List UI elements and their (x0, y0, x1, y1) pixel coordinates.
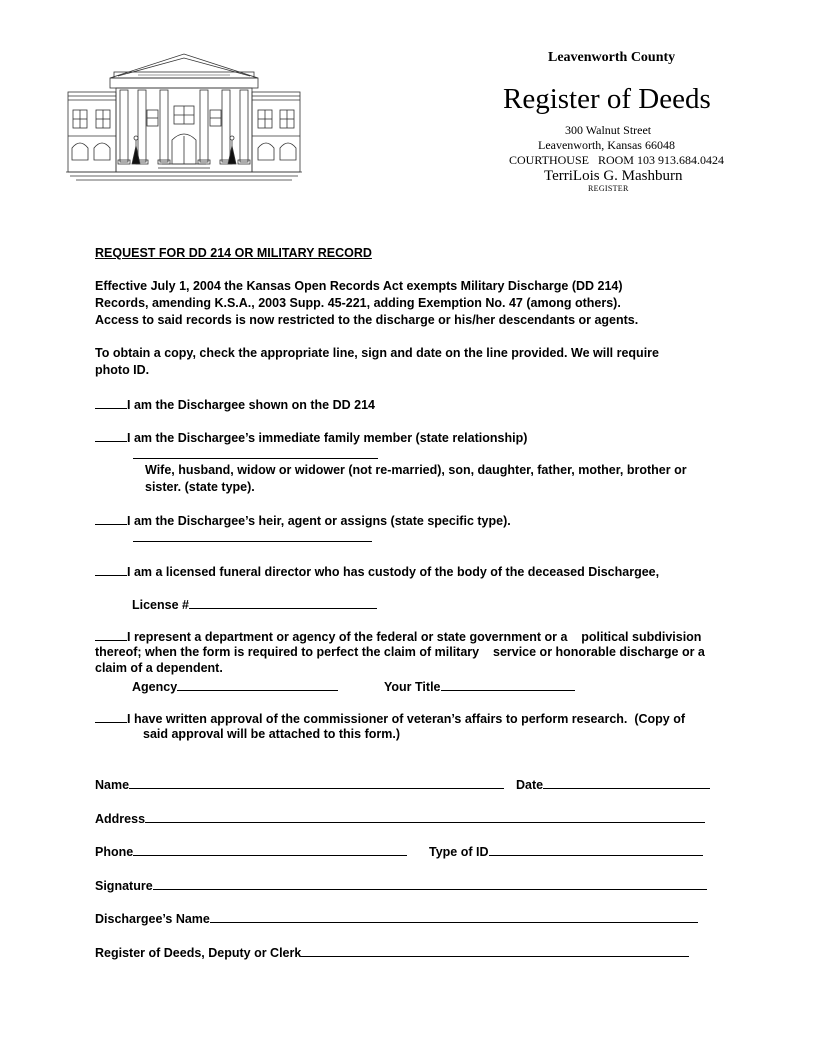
county-name: Leavenworth County (548, 50, 676, 65)
option-agency-line-2: thereof; when the form is required to perfect the claim of military service or honorable discharge or a (95, 645, 705, 659)
option-heir (95, 512, 511, 528)
register-name: TerriLois G. Mashburn (544, 168, 683, 184)
signature-input-line[interactable] (153, 877, 707, 890)
address-input-line[interactable] (145, 810, 705, 823)
id-type-field (429, 843, 703, 859)
option-discharge-label: I am the Dischargee shown on the DD 214 (127, 398, 375, 412)
address-label: Address (95, 812, 146, 826)
your-title-field (384, 678, 575, 694)
check-line-approval[interactable] (95, 710, 127, 723)
intro-line: Access to said records is now restricted to the discharge or his/her descendants or agents. (95, 313, 639, 327)
instruction-line: To obtain a copy, check the appropriate line, sign and date on the line provided. We will require (95, 346, 659, 360)
address-field (95, 810, 705, 826)
intro-paragraph (95, 278, 638, 329)
option-funeral-label: I am a licensed funeral director who has custody of the body of the deceased Dischargee, (127, 565, 660, 579)
family-note (145, 462, 687, 496)
signature-label: Signature (95, 879, 153, 893)
relationship-line[interactable] (133, 458, 378, 459)
courthouse-illustration (66, 52, 302, 186)
license-label: License # (132, 598, 189, 612)
clerk-label: Register of Deeds, Deputy or Clerk (95, 946, 302, 960)
date-input-line[interactable] (543, 776, 710, 789)
intro-line: Records, amending K.S.A., 2003 Supp. 45-221, adding Exemption No. 47 (among others). (95, 296, 621, 310)
id-type-input-line[interactable] (489, 843, 703, 856)
your-title-label: Your Title (384, 680, 441, 694)
phone-label: Phone (95, 845, 134, 859)
your-title-input-line[interactable] (441, 678, 575, 691)
intro-line: Effective July 1, 2004 the Kansas Open Records Act exempts Military Discharge (DD 214) (95, 279, 623, 293)
clerk-input-line[interactable] (301, 944, 689, 957)
check-line-funeral[interactable] (95, 563, 127, 576)
room-phone: COURTHOUSE ROOM 103 913.684.0424 (509, 153, 724, 167)
option-agency (95, 628, 701, 644)
name-input-line[interactable] (129, 776, 504, 789)
option-discharge (95, 396, 375, 412)
city-state-zip: Leavenworth, Kansas 66048 (538, 138, 675, 152)
dischargee-name-label: Dischargee’s Name (95, 912, 210, 926)
option-agency-label: I represent a department or agency of the federal or state government or a political subdivision (127, 630, 702, 644)
check-line-heir[interactable] (95, 512, 127, 525)
clerk-field (95, 944, 689, 960)
office-title: Register of Deeds (503, 83, 711, 115)
license-field (132, 596, 377, 612)
dischargee-name-input-line[interactable] (210, 910, 698, 923)
date-field (516, 776, 710, 792)
option-approval-label: I have written approval of the commissioner of veteran’s affairs to perform research. (Copy of (127, 712, 686, 726)
option-agency-line-3: claim of a dependent. (95, 661, 223, 675)
instruction-paragraph (95, 345, 659, 379)
family-note-line: sister. (state type). (145, 480, 255, 494)
heir-type-line[interactable] (133, 541, 372, 542)
instruction-line: photo ID. (95, 363, 150, 377)
agency-input-line[interactable] (177, 678, 338, 691)
option-funeral (95, 563, 659, 579)
name-field (95, 776, 504, 792)
option-family-label: I am the Dischargee’s immediate family member (state relationship) (127, 431, 528, 445)
option-heir-label: I am the Dischargee’s heir, agent or assigns (state specific type). (127, 514, 511, 528)
check-line-agency[interactable] (95, 628, 127, 641)
name-label: Name (95, 778, 130, 792)
license-input-line[interactable] (189, 596, 377, 609)
agency-field (132, 678, 338, 694)
register-title: REGISTER (588, 184, 629, 193)
id-type-label: Type of ID (429, 845, 489, 859)
date-label: Date (516, 778, 544, 792)
family-note-line: Wife, husband, widow or widower (not re-married), son, daughter, father, mother, brother or (145, 463, 687, 477)
signature-field (95, 877, 707, 893)
option-approval-line-2: said approval will be attached to this form.) (143, 727, 400, 741)
street-address: 300 Walnut Street (565, 123, 652, 137)
check-line-discharge[interactable] (95, 396, 127, 409)
option-approval (95, 710, 685, 726)
phone-field (95, 843, 407, 859)
form-title: REQUEST FOR DD 214 OR MILITARY RECORD (95, 246, 372, 260)
check-line-family[interactable] (95, 429, 127, 442)
dischargee-name-field (95, 910, 698, 926)
option-family (95, 429, 527, 445)
agency-label: Agency (132, 680, 178, 694)
phone-input-line[interactable] (133, 843, 407, 856)
